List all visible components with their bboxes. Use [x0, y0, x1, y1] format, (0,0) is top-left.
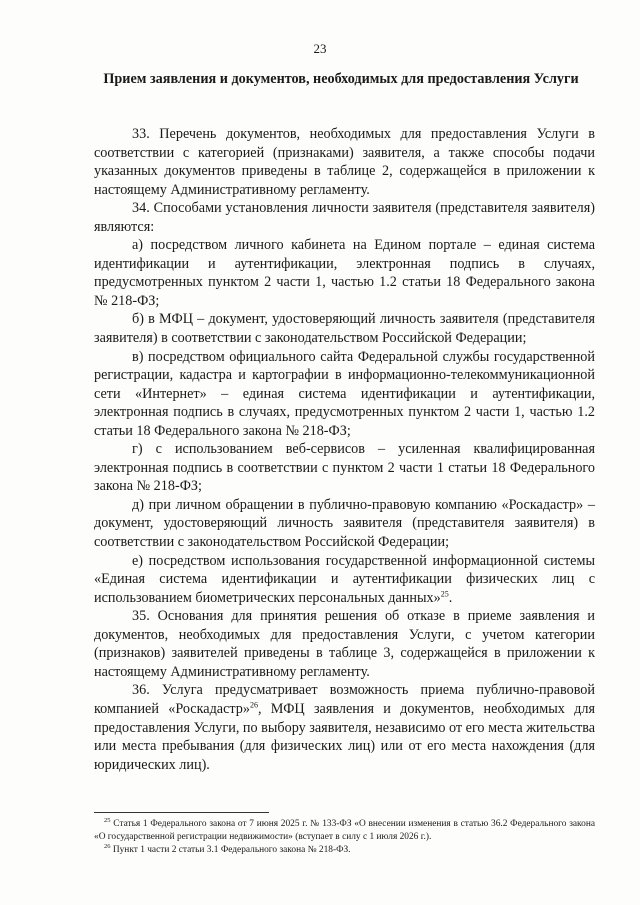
- footnote-25: $^{25}$ Статья 1 Федерального закона от 7 июня 2025 г. № 133-ФЗ «О внесении изменения в статью 36.2 Федерального закона «О государственной регистрации недвижимости» (вступает в силу с 1 июля 2026 г.).: [94, 816, 595, 842]
- footnote-26: $^{26}$ Пункт 1 части 2 статьи 3.1 Федерального закона № 218-ФЗ.: [104, 842, 351, 855]
- document-body: [94, 122, 595, 774]
- paragraph-36: 36. Услуга предусматривает возможность приема публично-правовой компанией «Роскадастр»$^{26}$, МФЦ заявления и документов, необходимых для предоставления Услуги, по выбору заявителя, независимо от его места жительства или места пребывания (для физических лиц) или от его места нахождения (для юридических лиц).: [94, 682, 595, 773]
- item-d: д) при личном обращении в публично-правовую компанию «Роскадастр» – документ, удостоверяющий личность заявителя (представителя заявителя) в соответствии с законодательством Российской Федерации;: [94, 496, 595, 551]
- item-b: б) в МФЦ – документ, удостоверяющий личность заявителя (представителя заявителя) в соответствии с законодательством Российской Федерации;: [94, 311, 595, 347]
- footnote-divider: [94, 812, 269, 813]
- paragraph-34: 34. Способами установления личности заявителя (представителя заявителя) являются:: [94, 200, 595, 235]
- item-a: а) посредством личного кабинета на Едином портале – единая система идентификации и аутентификации, электронная подпись в случаях, предусмотренных пунктом 2 части 1, частью 1.2 статьи 18 Федерального закона № 218-ФЗ;: [94, 237, 595, 309]
- footnotes: [94, 818, 595, 857]
- item-g: г) с использованием веб-сервисов – усиленная квалифицированная электронная подпись в соответствии с пунктом 2 части 1 статьи 18 Федерального закона № 218-ФЗ;: [94, 441, 595, 495]
- item-e: е) посредством использования государственной информационной системы «Единая система идентификации и аутентификации физических лиц с использованием биометрических персональных данных»$^{25}$.: [94, 552, 595, 606]
- item-v: в) посредством официального сайта Федеральной службы государственной регистрации, кадастра и картографии в информационно-телекоммуникационной сети «Интернет» – единая система идентификации и аутентификации, электронная подпись в случаях, предусмотренных пунктом 2 части 1, частью 1.2 статьи 18 Федерального закона № 218-ФЗ;: [94, 348, 595, 439]
- paragraph-33: 33. Перечень документов, необходимых для предоставления Услуги в соответствии с категорией (признаками) заявителя, а также способы подачи указанных документов приведены в таблице 2, содержащейся в приложении к настоящему Административному регламенту.: [94, 126, 595, 198]
- paragraph-35: 35. Основания для принятия решения об отказе в приеме заявления и документов, необходимых для предоставления Услуги, с учетом категории (признаков) заявителей приведены в таблице 3, содержащейся в приложении к настоящему Административному регламенту.: [94, 608, 595, 680]
- footnote-ref-25[interactable]: 25: [440, 588, 449, 598]
- page-number: 23: [313, 41, 327, 56]
- footnote-ref-26[interactable]: 26: [249, 700, 258, 710]
- section-heading: Прием заявления и документов, необходимых для предоставления Услуги: [103, 71, 579, 87]
